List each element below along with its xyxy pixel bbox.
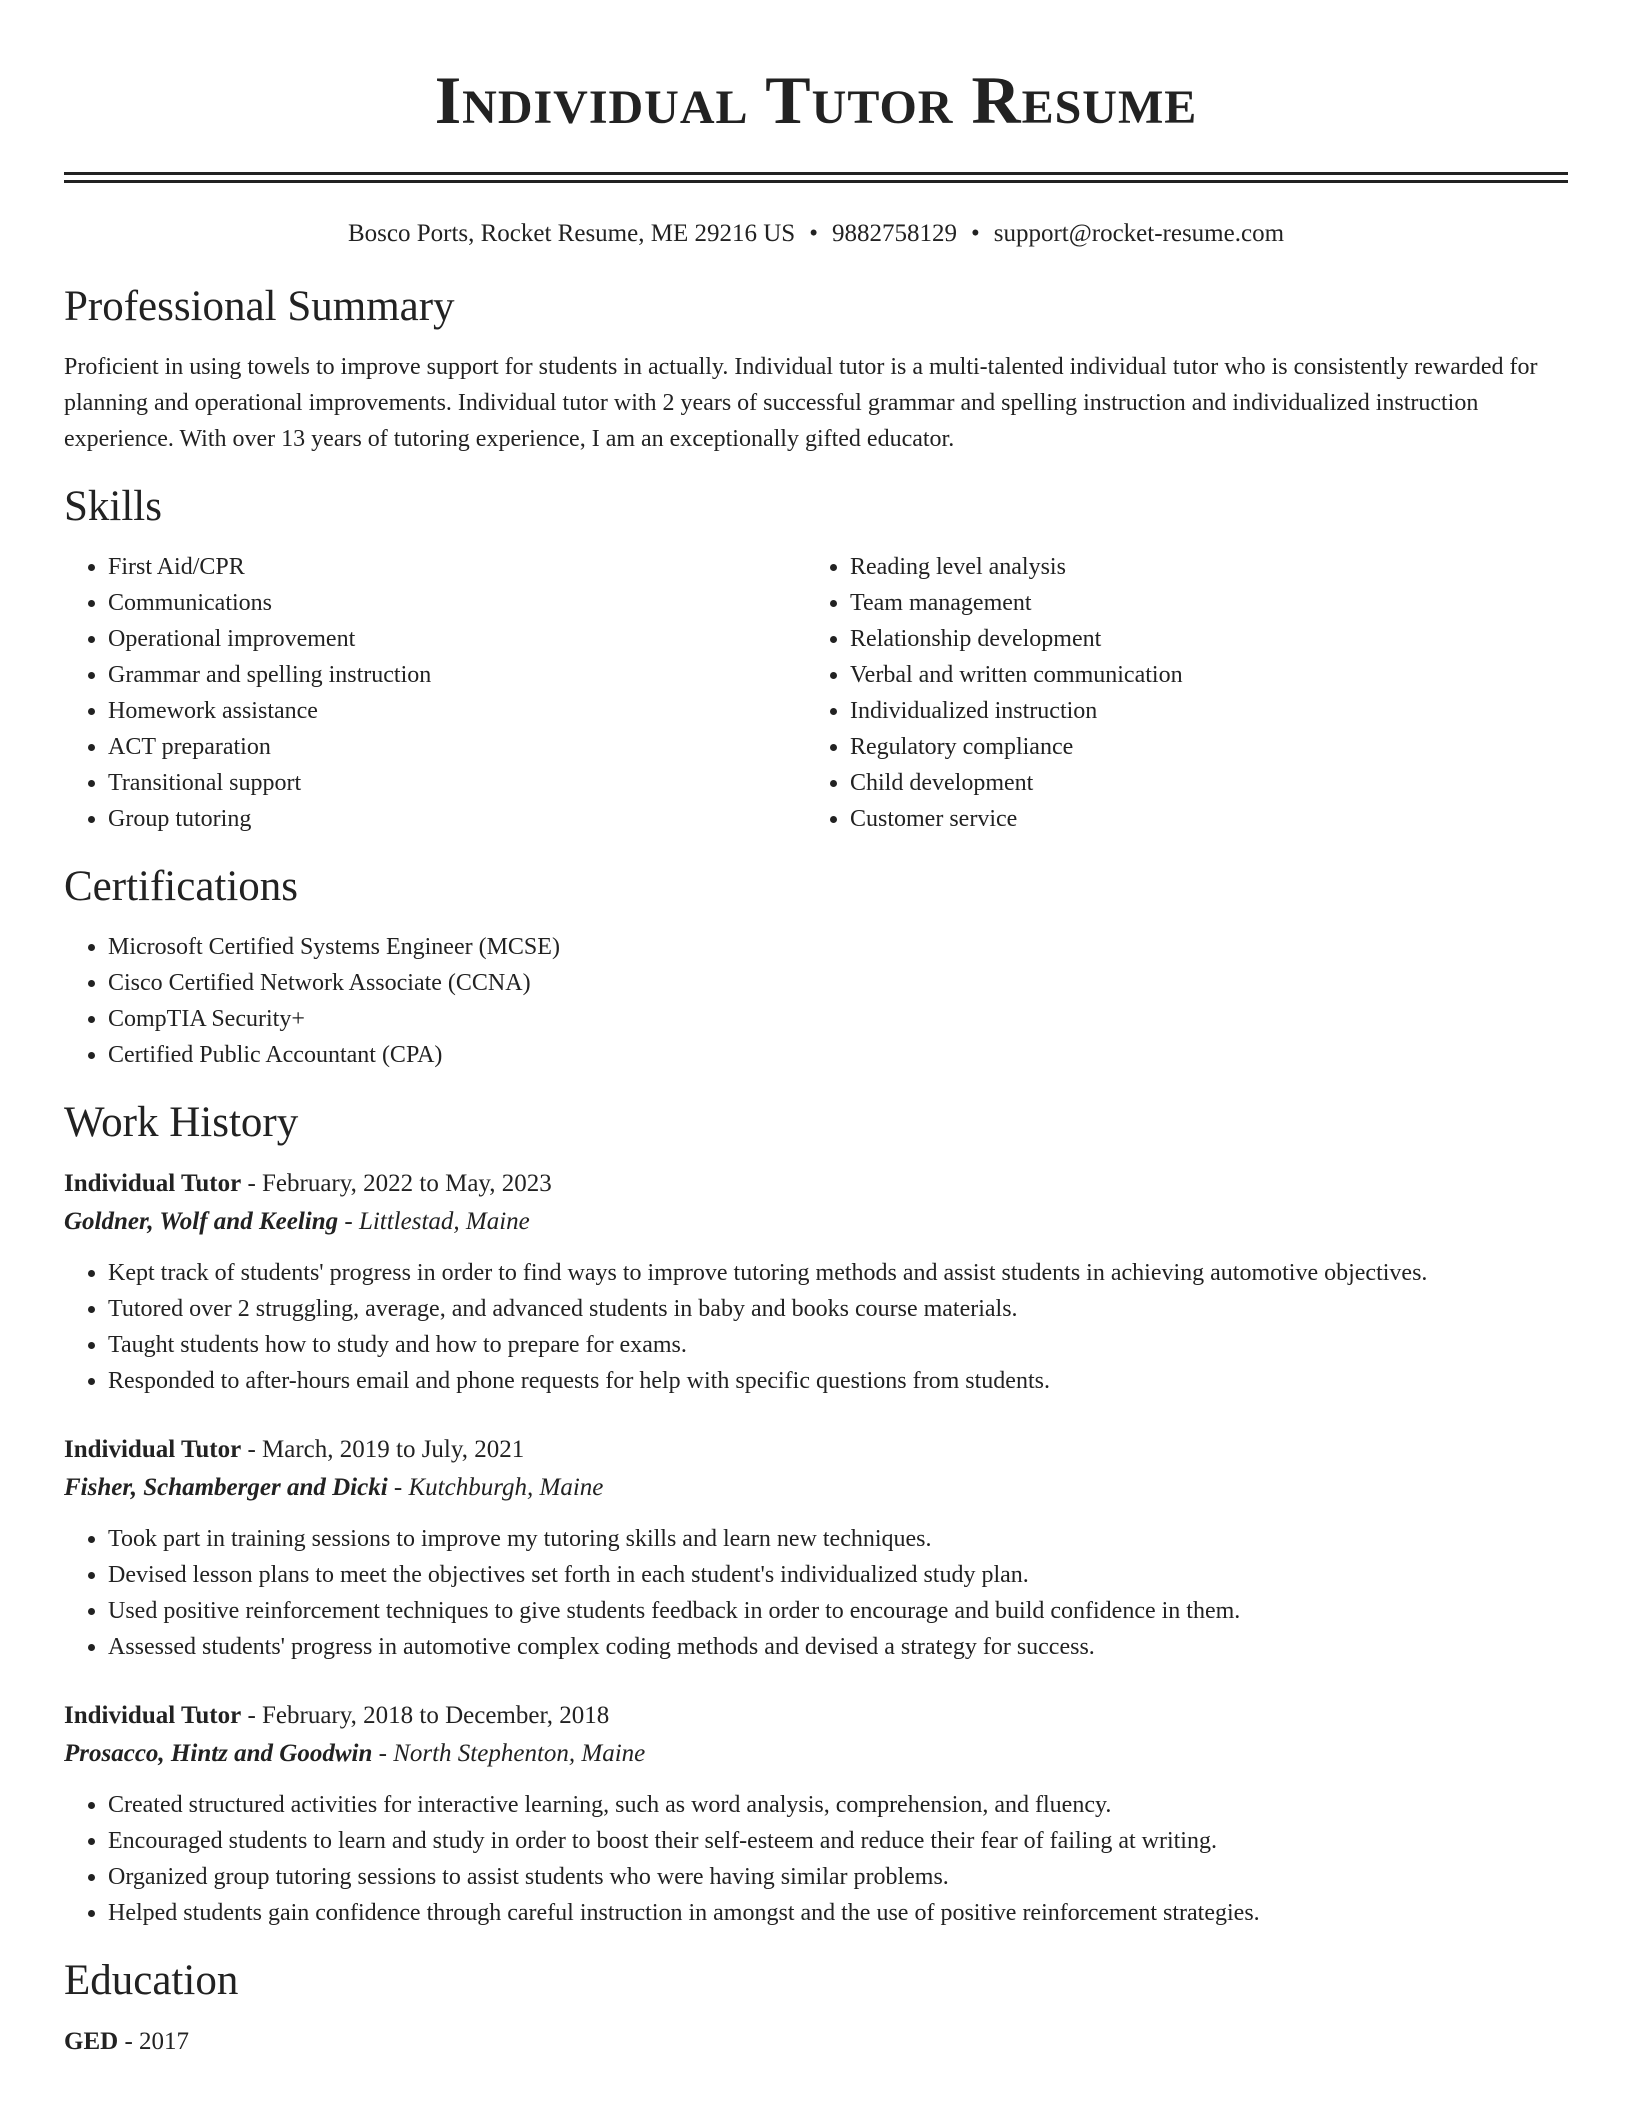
skills-heading: Skills: [64, 483, 162, 530]
job-bullets: [64, 1521, 1568, 1665]
skills-list-right: [806, 549, 1548, 837]
job-bullets: [64, 1787, 1568, 1931]
job-company: Prosacco, Hintz and Goodwin: [64, 1740, 373, 1767]
skill-item: • ACT preparation: [108, 729, 806, 765]
skill-item: • Individualized instruction: [850, 693, 1548, 729]
certifications-list: [64, 929, 1568, 1073]
skill-item: • Transitional support: [108, 765, 806, 801]
job-bullet: • Used positive reinforcement techniques to give students feedback in order to encourage and build confidence in them.: [108, 1593, 1568, 1629]
job-dates: February, 2018 to December, 2018: [262, 1702, 610, 1729]
certification-item: • CompTIA Security+: [108, 1001, 1568, 1037]
education-year: 2017: [139, 2028, 190, 2055]
job-bullet: • Taught students how to study and how to prepare for exams.: [108, 1327, 1568, 1363]
job-bullet: • Devised lesson plans to meet the objectives set forth in each student's individualized study plan.: [108, 1557, 1568, 1593]
summary-text: Proficient in using towels to improve support for students in actually. Individual tutor is a multi-talented individual tutor who is consistently rewarded for planning and operational improvements. Individual tutor with 2 years of successful grammar and spelling instruction and individualized instruction experience. With over 13 years of tutoring experience, I am an exceptionally gifted educator.: [64, 354, 1538, 452]
job-location: Littlestad, Maine: [358, 1208, 530, 1235]
job-company-line: Fisher, Schamberger and Dicki - Kutchburgh, Maine: [64, 1474, 604, 1501]
education-entry: GED - 2017: [64, 2028, 190, 2055]
job-bullet: • Assessed students' progress in automotive complex coding methods and devised a strategy for success.: [108, 1629, 1568, 1665]
skill-item: • First Aid/CPR: [108, 549, 806, 585]
summary-heading: Professional Summary: [64, 283, 455, 330]
job-bullet: • Took part in training sessions to improve my tutoring skills and learn new techniques.: [108, 1521, 1568, 1557]
skill-item: • Child development: [850, 765, 1548, 801]
contact-email: support@rocket-resume.com: [993, 220, 1285, 247]
contact-separator: •: [809, 220, 818, 247]
job-title: Individual Tutor: [64, 1170, 242, 1197]
contact-address: Bosco Ports, Rocket Resume, ME 29216 US: [347, 220, 796, 247]
resume-title: Individual Tutor Resume: [434, 62, 1198, 138]
title-double-rule: [64, 172, 1568, 183]
job-title: Individual Tutor: [64, 1702, 242, 1729]
job-entry: [64, 1165, 1568, 1399]
education-heading: Education: [64, 1957, 239, 2004]
certification-item: • Cisco Certified Network Associate (CCNA): [108, 965, 1568, 1001]
job-entry: [64, 1697, 1568, 1931]
skill-item: • Reading level analysis: [850, 549, 1548, 585]
certifications-heading: Certifications: [64, 863, 299, 910]
skill-item: • Operational improvement: [108, 621, 806, 657]
job-company: Goldner, Wolf and Keeling: [64, 1208, 339, 1235]
job-bullet: • Kept track of students' progress in order to find ways to improve tutoring methods and assist students in achieving automotive objectives.: [108, 1255, 1568, 1291]
education-degree: GED: [64, 2028, 119, 2055]
skill-item: • Team management: [850, 585, 1548, 621]
job-location: North Stephenton, Maine: [393, 1740, 646, 1767]
job-company: Fisher, Schamberger and Dicki: [64, 1474, 388, 1501]
job-bullet: • Encouraged students to learn and study in order to boost their self-esteem and reduce their fear of failing at writing.: [108, 1823, 1568, 1859]
skills-columns: [64, 549, 1568, 837]
job-bullets: [64, 1255, 1568, 1399]
skill-item: • Relationship development: [850, 621, 1548, 657]
skill-item: • Homework assistance: [108, 693, 806, 729]
job-company-line: Goldner, Wolf and Keeling - Littlestad, Maine: [64, 1208, 530, 1235]
job-title-line: Individual Tutor - February, 2022 to May, 2023: [64, 1170, 552, 1197]
job-entry: [64, 1431, 1568, 1665]
skill-item: • Verbal and written communication: [850, 657, 1548, 693]
contact-line: [64, 217, 1568, 251]
work-history-heading: Work History: [64, 1099, 299, 1146]
job-bullet: • Helped students gain confidence through careful instruction in amongst and the use of positive reinforcement strategies.: [108, 1895, 1568, 1931]
job-bullet: • Created structured activities for interactive learning, such as word analysis, comprehension, and fluency.: [108, 1787, 1568, 1823]
certification-item: • Microsoft Certified Systems Engineer (MCSE): [108, 929, 1568, 965]
skill-item: • Group tutoring: [108, 801, 806, 837]
certification-item: • Certified Public Accountant (CPA): [108, 1037, 1568, 1073]
job-location: Kutchburgh, Maine: [408, 1474, 604, 1501]
contact-phone: 9882758129: [831, 220, 957, 247]
skill-item: • Grammar and spelling instruction: [108, 657, 806, 693]
skill-item: • Customer service: [850, 801, 1548, 837]
skill-item: • Communications: [108, 585, 806, 621]
job-bullet: • Organized group tutoring sessions to assist students who were having similar problems.: [108, 1859, 1568, 1895]
contact-separator: •: [970, 220, 980, 247]
job-bullet: • Responded to after-hours email and phone requests for help with specific questions from students.: [108, 1363, 1568, 1399]
job-bullet: • Tutored over 2 struggling, average, and advanced students in baby and books course materials.: [108, 1291, 1568, 1327]
skills-list-left: [64, 549, 806, 837]
job-dates: March, 2019 to July, 2021: [262, 1436, 525, 1463]
job-title-line: Individual Tutor - March, 2019 to July, 2021: [64, 1436, 525, 1463]
skill-item: • Regulatory compliance: [850, 729, 1548, 765]
job-title-line: Individual Tutor - February, 2018 to December, 2018: [64, 1702, 610, 1729]
job-title: Individual Tutor: [64, 1436, 242, 1463]
job-dates: February, 2022 to May, 2023: [262, 1170, 552, 1197]
job-company-line: Prosacco, Hintz and Goodwin - North Stephenton, Maine: [64, 1740, 646, 1767]
